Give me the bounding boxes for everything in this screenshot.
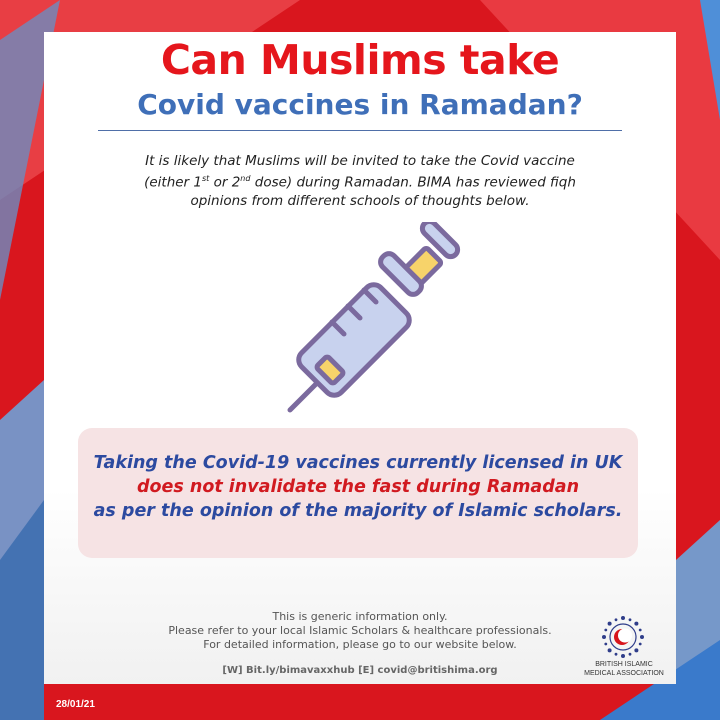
title-line-1: Can Muslims take: [160, 36, 560, 84]
superscript-st: st: [202, 174, 210, 183]
logo-line-2: MEDICAL ASSOCIATION: [584, 670, 664, 677]
syringe-icon: [278, 222, 478, 422]
message-line-2: does not invalidate the fast during Ramadan: [136, 477, 580, 497]
disclaimer-line-1: This is generic information only.: [272, 610, 448, 623]
intro-line-1: It is likely that Muslims will be invited to take the Covid vaccine: [145, 153, 575, 169]
message-line-3: as per the opinion of the majority of Islamic scholars.: [93, 501, 623, 521]
message-line-1: Taking the Covid-19 vaccines currently licensed in UK: [93, 453, 623, 473]
disclaimer-line-3: For detailed information, please go to our website below.: [203, 638, 517, 651]
intro-line-3: opinions from different schools of thoughts below.: [190, 192, 530, 209]
intro-line-2c: dose) during Ramadan. BIMA has reviewed fiqh: [250, 174, 576, 191]
disclaimer: [130, 610, 590, 652]
intro-line-2b: or 2: [209, 174, 241, 191]
bima-logo-icon: [600, 614, 646, 660]
title-divider: [98, 130, 622, 131]
date-stamp: 28/01/21: [56, 699, 95, 710]
superscript-nd: nd: [240, 174, 251, 183]
title-line-2: Covid vaccines in Ramadan?: [137, 88, 583, 121]
contact-links: [W] Bit.ly/bimavaxxhub [E] covid@britishima.org: [222, 665, 498, 676]
bima-logo-text: [574, 660, 674, 678]
disclaimer-line-2: Please refer to your local Islamic Scholars & healthcare professionals.: [168, 624, 552, 637]
key-message: [78, 451, 638, 523]
intro-paragraph: [104, 152, 616, 210]
intro-line-2a: (either 1: [144, 174, 202, 191]
logo-line-1: BRITISH ISLAMIC: [595, 661, 653, 668]
